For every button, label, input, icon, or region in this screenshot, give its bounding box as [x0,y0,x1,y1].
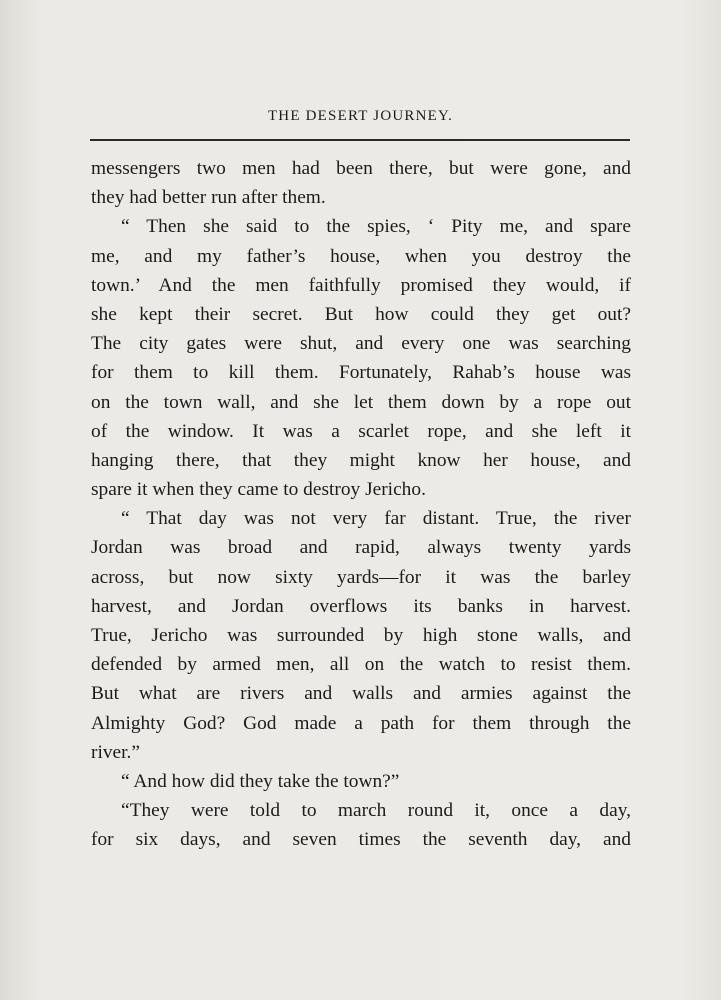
text-line: harvest, and Jordan overflows its banks in harvest. [91,595,631,617]
text-line: The city gates were shut, and every one was searching [91,333,631,355]
text-line: Almighty God? God made a path for them through the [91,712,631,734]
text-line: “ And how did they take the town?” [121,770,400,792]
body-text [91,154,631,855]
header-rule [90,139,630,141]
text-line: True, Jericho was surrounded by high stone walls, and [91,625,631,646]
text-line: town.’ And the men faithfully promised they would, if [91,274,631,296]
text-line: she kept their secret. But how could they get out? [91,303,631,325]
text-line: defended by armed men, all on the watch to resist them. [91,654,631,676]
text-line: Jordan was broad and rapid, always twenty yards [91,537,631,559]
text-line: on the town wall, and she let them down by a rope out [91,391,631,413]
text-line: me, and my father’s house, when you destroy the [91,245,631,267]
text-line: But what are rivers and walls and armies against the [91,683,631,705]
text-line: “ That day was not very far distant. True, the river [121,508,631,530]
text-line: spare it when they came to destroy Jericho. [91,479,426,501]
text-line: of the window. It was a scarlet rope, and she left it [91,420,631,442]
text-line: for them to kill them. Fortunately, Rahab’s house was [91,362,631,384]
running-head: THE DESERT JOURNEY. [267,108,454,124]
text-line: river.” [91,741,140,763]
text-line: across, but now sixty yards—for it was the barley [91,566,631,588]
text-line: they had better run after them. [91,187,326,209]
text-line: for six days, and seven times the seventh day, and [91,829,631,851]
text-line: “ Then she said to the spies, ‘ Pity me, and spare [121,216,631,238]
text-line: hanging there, that they might know her house, and [91,449,631,471]
text-line: messengers two men had been there, but were gone, and [91,158,631,179]
text-line: “They were told to march round it, once a day, [121,800,631,822]
